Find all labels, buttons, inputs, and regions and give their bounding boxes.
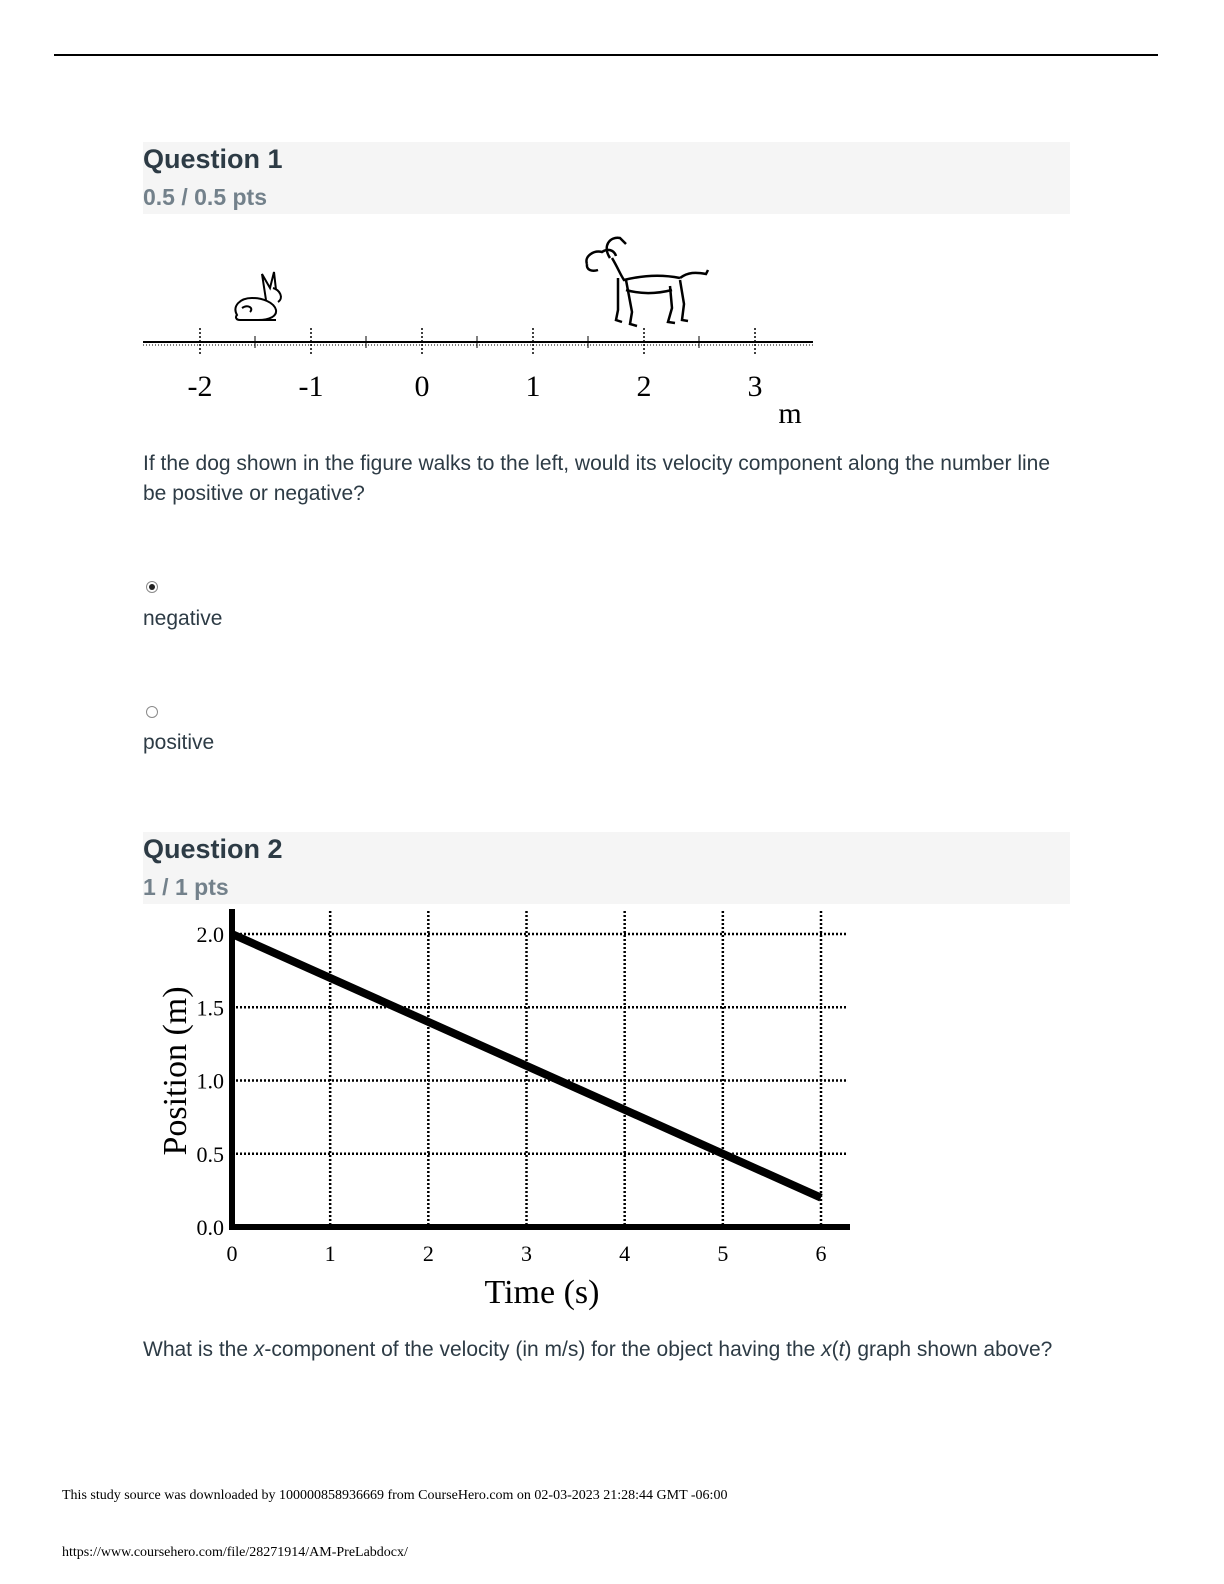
x-tick-label: 5	[717, 1241, 729, 1266]
option-positive-radio[interactable]	[146, 706, 158, 718]
question-1-header	[143, 142, 1070, 214]
prompt-text: (	[831, 1338, 839, 1361]
y-tick-label: 1.5	[196, 995, 224, 1021]
number-line-label: 1	[525, 370, 541, 403]
y-tick-label: 0.5	[196, 1141, 224, 1167]
footer-source-line: This study source was downloaded by 100000858936669 from CourseHero.com on 02-03-2023 21:28:44 GMT -06:00	[62, 1488, 728, 1503]
number-line-figure	[140, 228, 830, 433]
number-line-label: 0	[414, 370, 430, 403]
prompt-text: -component of the velocity (in m/s) for the object having the	[264, 1338, 822, 1361]
question-1-points: 0.5 / 0.5 pts	[143, 184, 268, 210]
dog-icon	[586, 238, 708, 326]
page-top-rule	[54, 54, 1158, 56]
series-line-position	[232, 934, 821, 1198]
prompt-variable: x	[821, 1338, 832, 1361]
number-line-label: 2	[636, 370, 652, 403]
x-tick-label: 4	[619, 1241, 631, 1266]
number-line-unit: m	[778, 397, 802, 430]
question-2-title: Question 2	[143, 834, 283, 864]
option-negative-radio[interactable]	[146, 581, 158, 593]
question-2-header	[143, 832, 1070, 904]
number-line-label: -1	[298, 370, 324, 403]
prompt-text: ) graph shown above?	[844, 1338, 1053, 1361]
prompt-variable: t	[838, 1338, 845, 1361]
number-line-label: -2	[187, 370, 213, 403]
x-tick-label: 2	[422, 1241, 434, 1266]
x-tick-label: 6	[815, 1241, 827, 1266]
question-2-points: 1 / 1 pts	[143, 874, 229, 900]
number-line-label: 3	[747, 370, 763, 403]
prompt-variable: x	[253, 1338, 265, 1361]
x-axis-label: Time (s)	[484, 1274, 600, 1311]
rabbit-icon	[235, 272, 280, 320]
question-2-prompt	[143, 1335, 1070, 1365]
y-axis-label: Position (m)	[157, 986, 194, 1156]
position-time-chart	[140, 905, 860, 1315]
prompt-text: What is the	[143, 1338, 254, 1361]
y-tick-label: 0.0	[196, 1215, 224, 1240]
x-tick-label: 1	[324, 1241, 336, 1266]
footer-url[interactable]: https://www.coursehero.com/file/28271914/AM-PreLabdocx/	[62, 1545, 408, 1560]
option-positive-label[interactable]: positive	[143, 731, 215, 754]
y-tick-label: 1.0	[196, 1068, 224, 1094]
option-negative-label[interactable]: negative	[143, 607, 223, 630]
x-tick-label: 3	[521, 1241, 532, 1266]
y-tick-label: 2.0	[196, 922, 224, 947]
question-1-title: Question 1	[143, 144, 283, 174]
x-tick-label: 0	[226, 1241, 238, 1266]
question-1-prompt: If the dog shown in the figure walks to the left, would its velocity component along the number line be positive or negative?	[143, 452, 1051, 505]
